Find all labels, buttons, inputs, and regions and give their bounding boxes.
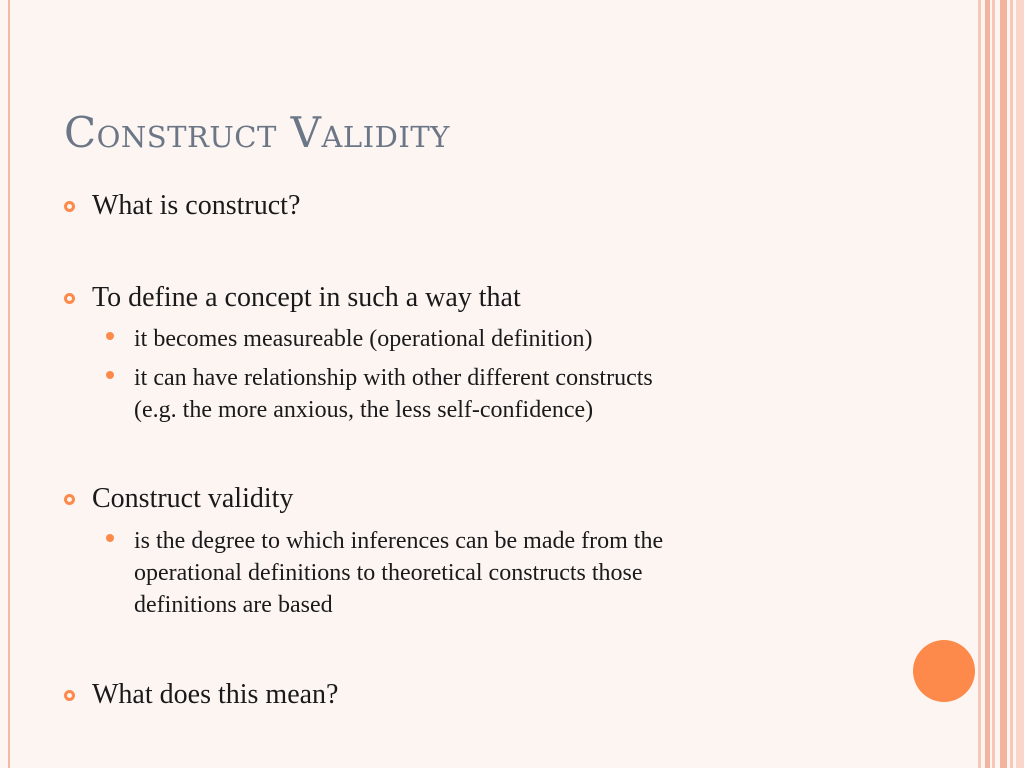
decorative-stripe — [985, 0, 990, 768]
dot-bullet-icon — [106, 371, 114, 379]
decorative-stripe — [978, 0, 981, 768]
ring-bullet-icon — [64, 494, 75, 505]
decorative-stripe — [1010, 0, 1013, 768]
bullet-item — [64, 679, 338, 711]
sub-bullet-item — [106, 362, 826, 426]
decorative-orange-circle — [913, 640, 975, 702]
dot-bullet-icon — [106, 534, 114, 542]
ring-bullet-icon — [64, 690, 75, 701]
ring-bullet-icon — [64, 201, 75, 212]
dot-bullet-icon — [106, 332, 114, 340]
sub-bullet-text: it can have relationship with other different constructs (e.g. the more anxious, the less self-confidence) — [134, 365, 653, 423]
bullet-item — [64, 282, 521, 314]
bullet-text: What does this mean? — [92, 679, 339, 710]
left-border-line — [8, 0, 10, 768]
decorative-stripe — [992, 0, 995, 768]
decorative-stripe — [1016, 0, 1024, 768]
sub-bullet-text: is the degree to which inferences can be made from the operational definitions to theoretical constructs those definitions are based — [134, 528, 664, 618]
sub-bullet-item — [106, 323, 826, 355]
ring-bullet-icon — [64, 293, 75, 304]
sub-bullet-text: it becomes measureable (operational definition) — [134, 326, 593, 352]
bullet-text: To define a concept in such a way that — [92, 282, 521, 313]
slide-title: Construct Validity — [64, 108, 450, 157]
bullet-item — [64, 190, 300, 222]
sub-bullet-item — [106, 525, 826, 621]
bullet-text: What is construct? — [92, 190, 301, 221]
bullet-item — [64, 483, 293, 515]
decorative-stripe — [1000, 0, 1007, 768]
bullet-text: Construct validity — [92, 483, 294, 514]
